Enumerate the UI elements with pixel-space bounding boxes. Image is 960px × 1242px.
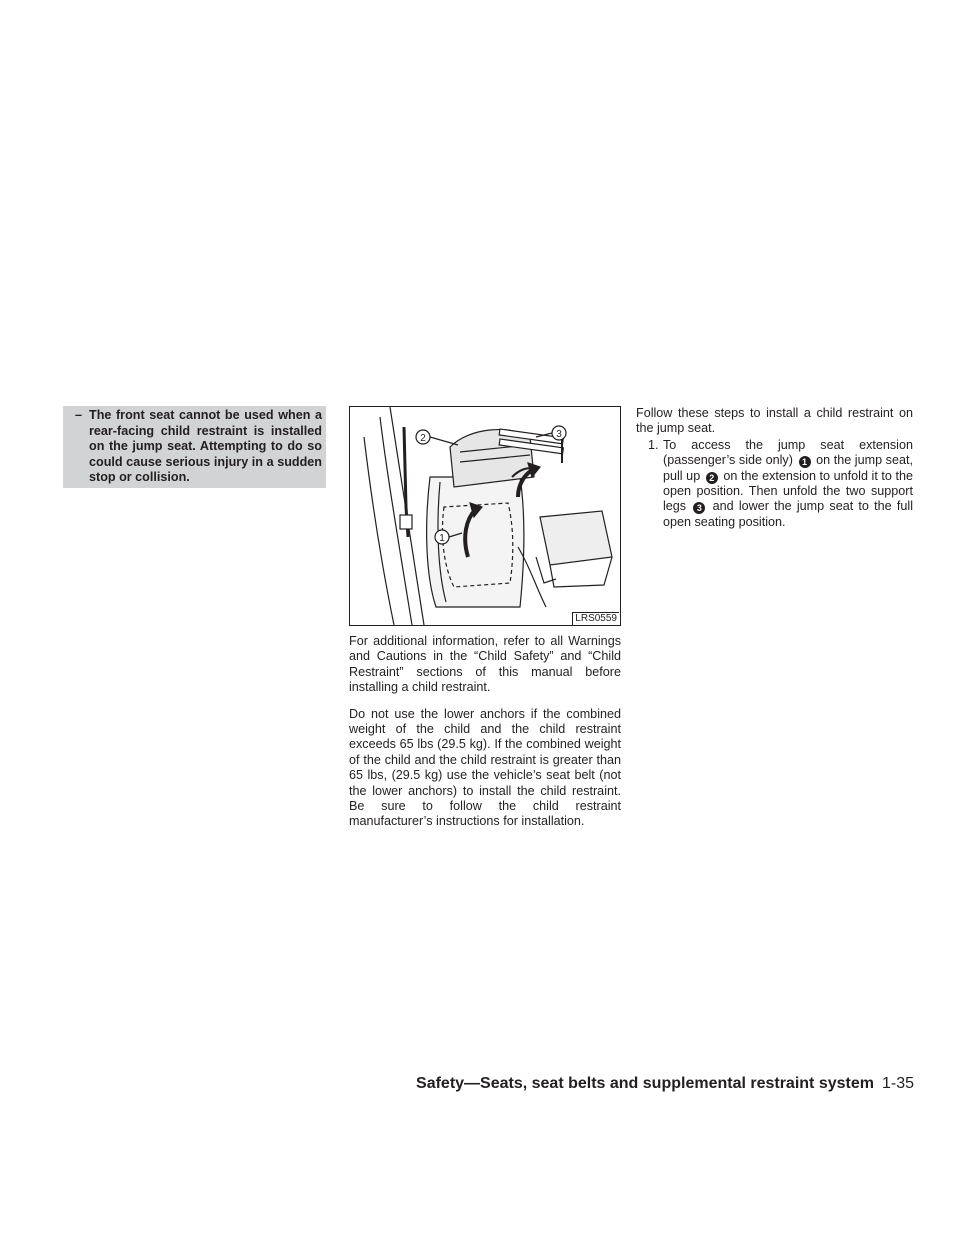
- callout-2-label: 2: [420, 433, 426, 444]
- step-text-part1: To access the jump seat extension (passenger’s side only): [663, 437, 913, 468]
- callout-3-label: 3: [556, 429, 562, 440]
- callout-1-icon: 1: [799, 456, 811, 468]
- right-text-column: [636, 406, 913, 530]
- step-number: 1.: [648, 437, 659, 452]
- footer-section-title: Safety—Seats, seat belts and supplemental restraint system: [416, 1075, 874, 1092]
- left-text-column: [349, 634, 621, 841]
- warning-text: The front seat cannot be used when a rear-facing child restraint is installed on the jump seat. Attempting to do so could cause serious injury in a sudden stop or collision.: [89, 408, 322, 485]
- jump-seat-illustration: [350, 407, 620, 625]
- callout-1-label: 1: [439, 533, 445, 544]
- jump-seat-figure: [349, 406, 621, 626]
- step-text-part2: on the jump seat, pull up: [663, 453, 913, 483]
- figure-code: LRS0559: [572, 612, 619, 625]
- page-footer: [416, 1074, 914, 1094]
- step-text-part3: on the extension to unfold it to the open position. Then unfold the two support legs: [663, 468, 914, 514]
- paragraph-warnings-reference: For additional information, refer to all Warnings and Cautions in the “Child Safety” and “Child Restraint” sections of this manual before installing a child restraint.: [349, 634, 621, 695]
- step-1: [636, 438, 913, 530]
- page-number: 1-35: [881, 1075, 914, 1092]
- step-text-part4: and lower the jump seat to the full open seating position.: [663, 499, 913, 529]
- warning-box: [63, 406, 326, 488]
- callout-2-icon: 2: [706, 472, 718, 484]
- callout-3-icon: 3: [693, 502, 705, 514]
- warning-dash: –: [75, 408, 83, 422]
- paragraph-lower-anchors: Do not use the lower anchors if the combined weight of the child and the child restraint exceeds 65 lbs (29.5 kg). If the combined weight of the child and the child restraint is greater than 65 lbs, (29.5 kg) use the vehicle’s seat belt (not the lower anchors) to install the child restraint. Be sure to follow the child restraint manufacturer’s instructions for installation.: [349, 706, 621, 829]
- steps-intro: Follow these steps to install a child restraint on the jump seat.: [636, 406, 913, 436]
